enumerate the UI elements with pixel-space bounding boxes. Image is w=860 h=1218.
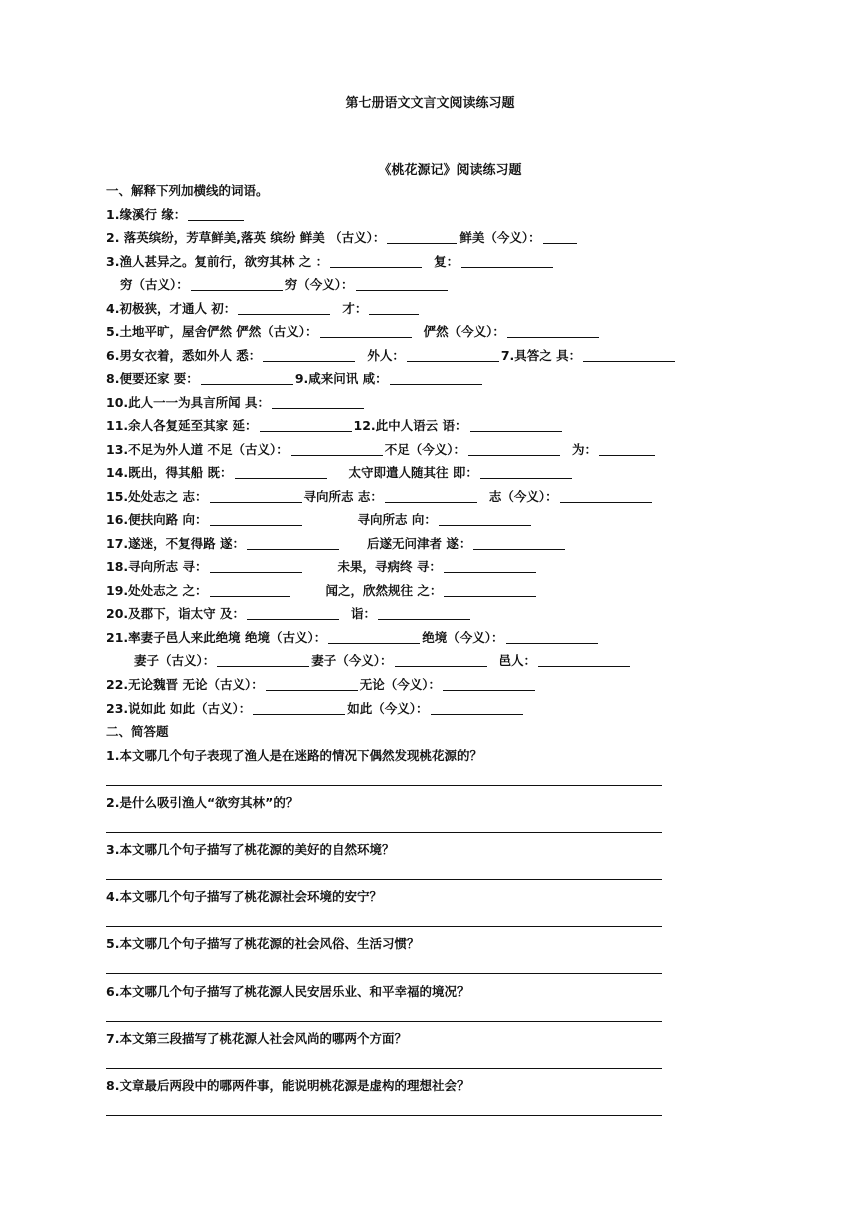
vocab-item-5 [106,324,601,340]
question-1: 1.本文哪几个句子表现了渔人是在迷路的情况下偶然发现桃花源的？ [106,748,482,763]
answer-line[interactable] [106,926,662,927]
question-6: 6.本文哪几个句子描写了桃花源人民安居乐业、和平幸福的境况？ [106,984,470,999]
answer-line[interactable] [106,1068,662,1069]
vocab-item-3b [120,277,450,293]
answer-blank[interactable] [439,513,531,526]
answer-blank[interactable] [480,466,572,479]
vocab-item-10 [106,395,366,411]
vocab-label: 7.具答之 具： [500,348,582,363]
vocab-item-19 [106,583,538,599]
answer-blank[interactable] [238,302,330,315]
answer-line[interactable] [106,973,662,974]
answer-blank[interactable] [507,325,599,338]
question-3: 3.本文哪几个句子描写了桃花源的美好的自然环境？ [106,842,395,857]
vocab-label: 10.此人一一为具言所闻 具： [106,395,270,410]
vocab-item-1 [106,207,246,223]
vocab-label: 穷（今义）： [284,277,354,292]
answer-blank[interactable] [387,231,457,244]
answer-blank[interactable] [468,443,560,456]
vocab-label: 后遂无问津者 遂： [367,536,472,551]
vocab-label: 15.处处志之 志： [106,489,208,504]
answer-blank[interactable] [443,678,535,691]
answer-blank[interactable] [272,396,364,409]
answer-blank[interactable] [395,654,487,667]
vocab-item-4 [106,301,421,317]
answer-blank[interactable] [543,231,577,244]
vocab-item-16 [106,512,533,528]
vocab-item-13 [106,442,657,458]
answer-blank[interactable] [599,443,655,456]
answer-blank[interactable] [263,349,355,362]
answer-blank[interactable] [583,349,675,362]
answer-blank[interactable] [444,560,536,573]
vocab-label: 不足（今义）： [384,442,467,457]
vocab-item-2 [106,230,579,246]
answer-blank[interactable] [538,654,630,667]
answer-blank[interactable] [356,278,448,291]
answer-blank[interactable] [217,654,309,667]
vocab-label: 5.土地平旷，屋舍俨然 俨然（古义）： [106,324,318,339]
vocab-label: 4.初极狭，才通人 初： [106,301,237,316]
vocab-item-22 [106,677,537,693]
vocab-label: 8.便要还家 要： [106,371,199,386]
vocab-label: 如此（今义）： [347,701,429,716]
question-5: 5.本文哪几个句子描写了桃花源的社会风俗、生活习惯？ [106,936,420,951]
vocab-label: 6.男女衣着，悉如外人 悉： [106,348,262,363]
vocab-item-21b [134,653,632,669]
vocab-label: 11.余人各复延至其家 延： [106,418,258,433]
vocab-item-21 [106,630,600,646]
answer-blank[interactable] [407,349,499,362]
doc-title: 第七册语文文言文阅读练习题 [345,96,515,111]
question-7: 7.本文第三段描写了桃花源人社会风尚的哪两个方面？ [106,1031,407,1046]
answer-line[interactable] [106,1115,662,1116]
vocab-label: 无论（今义）： [359,677,442,692]
answer-blank[interactable] [330,255,422,268]
vocab-label: 寻向所志 向： [357,512,437,527]
vocab-label: 才： [342,301,368,316]
vocab-label: 14.既出，得其船 既： [106,465,233,480]
vocab-label: 22.无论魏晋 无论（古义）： [106,677,264,692]
answer-blank[interactable] [247,537,339,550]
vocab-label: 寻向所志 志： [303,489,383,504]
vocab-label: 12.此中人语云 语： [353,418,468,433]
vocab-label: 志（今义）： [488,489,558,504]
vocab-label: 复： [434,254,460,269]
question-8: 8.文章最后两段中的哪两件事，能说明桃花源是虚构的理想社会？ [106,1078,470,1093]
answer-blank[interactable] [253,702,345,715]
answer-blank[interactable] [260,419,352,432]
answer-blank[interactable] [506,631,598,644]
vocab-label: 18.寻向所志 寻： [106,559,208,574]
vocab-label: 为： [572,442,598,457]
vocab-label: 20.及郡下，诣太守 及： [106,606,245,621]
answer-blank[interactable] [328,631,420,644]
answer-blank[interactable] [247,607,339,620]
answer-line[interactable] [106,879,662,880]
vocab-label: 16.便扶向路 向： [106,512,208,527]
answer-blank[interactable] [201,372,293,385]
answer-blank[interactable] [431,702,523,715]
answer-blank[interactable] [210,584,290,597]
vocab-label: 绝境（今义）： [422,630,504,645]
answer-blank[interactable] [461,255,553,268]
vocab-label: 19.处处志之 之： [106,583,208,598]
vocab-item-3 [106,254,555,270]
vocab-label: 鲜美（今义）： [459,230,541,245]
vocab-label: 17.遂迷，不复得路 遂： [106,536,245,551]
vocab-item-11-12 [106,418,564,434]
answer-blank[interactable] [560,490,652,503]
vocab-label: 9.咸来问讯 咸： [294,371,388,386]
vocab-label: 妻子（今义）： [311,653,393,668]
answer-blank[interactable] [444,584,536,597]
answer-line[interactable] [106,785,662,786]
vocab-item-6-7 [106,348,677,364]
question-4: 4.本文哪几个句子描写了桃花源社会环境的安宁？ [106,889,382,904]
answer-blank[interactable] [191,278,283,291]
vocab-label: 未果，寻病终 寻： [337,559,442,574]
vocab-label: 穷（古义）： [120,277,189,292]
answer-blank[interactable] [210,490,302,503]
answer-blank[interactable] [210,513,302,526]
section2-heading: 二、简答题 [106,724,169,739]
answer-line[interactable] [106,832,662,833]
vocab-label: 21.率妻子邑人来此绝境 绝境（古义）： [106,630,327,645]
vocab-label: 2. 落英缤纷，芳草鲜美,落英 缤纷 鲜美 （古义）： [106,230,386,245]
answer-blank[interactable] [369,302,419,315]
vocab-label: 俨然（今义）： [423,324,505,339]
vocab-label: 3.渔人甚异之。复前行，欲穷其林 之 ： [106,254,329,269]
vocab-label: 闻之，欣然规往 之： [325,583,443,598]
vocab-label: 外人： [367,348,405,363]
section1-heading: 一、解释下列加横线的词语。 [106,183,269,198]
answer-blank[interactable] [291,443,383,456]
answer-blank[interactable] [385,490,477,503]
question-2: 2.是什么吸引渔人“欲穷其林”的？ [106,795,299,810]
vocab-label: 诣： [351,606,377,621]
answer-blank[interactable] [473,537,565,550]
answer-blank[interactable] [390,372,482,385]
vocab-item-18 [106,559,538,575]
vocab-label: 妻子（古义）： [134,653,216,668]
vocab-label: 13.不足为外人道 不足（古义）： [106,442,289,457]
vocab-item-15 [106,489,654,505]
answer-blank[interactable] [320,325,412,338]
vocab-item-14 [106,465,574,481]
answer-blank[interactable] [188,208,244,221]
answer-line[interactable] [106,1021,662,1022]
answer-blank[interactable] [235,466,327,479]
answer-blank[interactable] [266,678,358,691]
vocab-label: 邑人： [498,653,537,668]
doc-subtitle: 《桃花源记》阅读练习题 [378,163,522,178]
vocab-item-8-9 [106,371,484,387]
answer-blank[interactable] [210,560,302,573]
vocab-item-23 [106,701,525,717]
vocab-item-17 [106,536,567,552]
vocab-label: 23.说如此 如此（古义）： [106,701,252,716]
vocab-item-20 [106,606,472,622]
vocab-label: 太守即遣人随其往 即： [348,465,478,480]
answer-blank[interactable] [378,607,470,620]
answer-blank[interactable] [470,419,562,432]
vocab-label: 1.缘溪行 缘： [106,207,187,222]
